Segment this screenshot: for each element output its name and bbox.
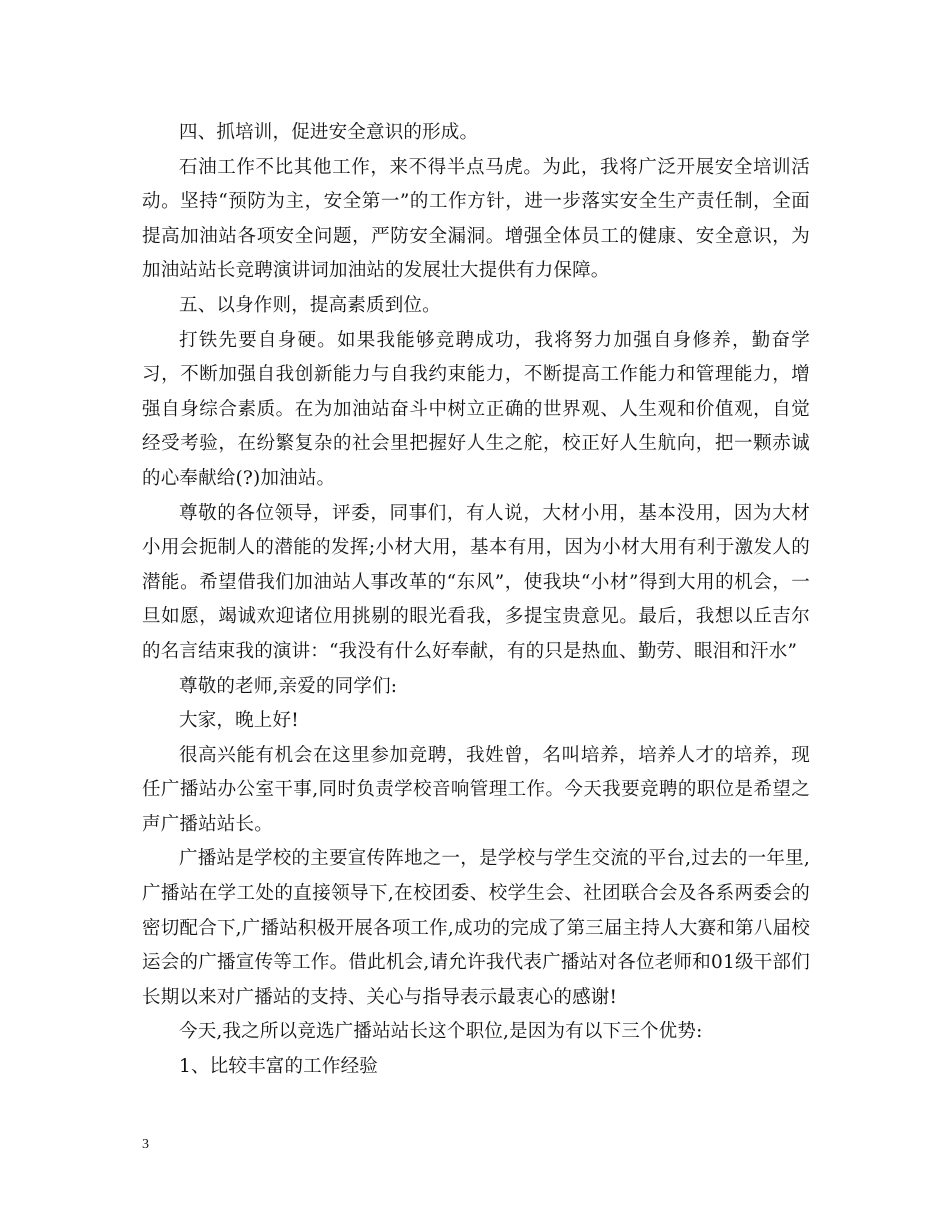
paragraph-self-introduction: 很高兴能有机会在这里参加竞聘，我姓曾，名叫培养，培养人才的培养，现任广播站办公室干事,同时负责学校音响管理工作。今天我要竞聘的职位是希望之声广播站站长。 — [142, 744, 810, 835]
paragraph-greeting: 大家，晚上好! — [179, 710, 299, 732]
paragraph-safety-training: 石油工作不比其他工作，来不得半点马虎。为此，我将广泛开展安全培训活动。坚持“预防为主，安全第一”的工作方针，进一步落实安全生产责任制，全面提高加油站各项安全问题，严防安全漏洞。增强全体员工的健康、安全意识，为加油站站长竞聘演讲词加油站的发展壮大提供有力保障。 — [142, 156, 810, 282]
page-number: 3 — [142, 1137, 149, 1152]
list-item-experience: 1、比较丰富的工作经验 — [179, 1056, 378, 1078]
paragraph-self-discipline: 打铁先要自身硬。如果我能够竞聘成功，我将努力加强自身修养，勤奋学习，不断加强自我创新能力与自我约束能力，不断提高工作能力和管理能力，增强自身综合素质。在为加油站奋斗中树立正确的世界观、人生观和价值观，自觉经受考验，在纷繁复杂的社会里把握好人生之舵，校正好人生航向，把一颗赤诚的心奉献给(?)加油站。 — [142, 329, 810, 489]
paragraph-salutation: 尊敬的老师,亲爱的同学们: — [179, 675, 398, 697]
paragraph-advantages-intro: 今天,我之所以竞选广播站站长这个职位,是因为有以下三个优势: — [179, 1021, 703, 1043]
paragraph-closing-remarks: 尊敬的各位领导，评委，同事们，有人说，大材小用，基本没用，因为大材小用会扼制人的潜能的发挥;小材大用，基本有用，因为小材大用有利于激发人的潜能。希望借我们加油站人事改革的“东风”，使我块“小材”得到大用的机会，一旦如愿，竭诚欢迎诸位用挑剔的眼光看我，多提宝贵意见。最后，我想以丘吉尔的名言结束我的演讲：“我没有什么好奉献，有的只是热血、勤劳、眼泪和汗水” — [142, 502, 810, 662]
paragraph-broadcast-station: 广播站是学校的主要宣传阵地之一，是学校与学生交流的平台,过去的一年里,广播站在学工处的直接领导下,在校团委、校学生会、社团联合会及各系两委会的密切配合下,广播站积极开展各项工作,成功的完成了第三届主持人大赛和第八届校运会的广播宣传等工作。借此机会,请允许我代表广播站对各位老师和01级干部们长期以来对广播站的支持、关心与指导表示最衷心的感谢! — [142, 848, 810, 1008]
body-text — [142, 116, 810, 1085]
section-heading-4: 四、抓培训，促进安全意识的形成。 — [179, 122, 479, 143]
section-heading-5: 五、以身作则，提高素质到位。 — [179, 294, 441, 316]
